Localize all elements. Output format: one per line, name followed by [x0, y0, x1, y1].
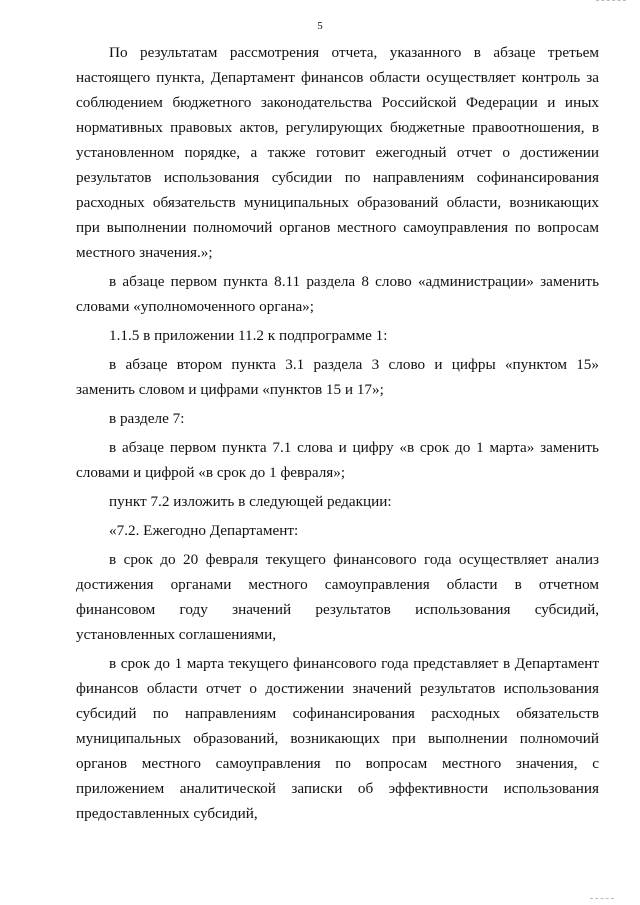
- paragraph: пункт 7.2 изложить в следующей редакции:: [109, 493, 392, 510]
- scan-mark: [590, 898, 614, 901]
- paragraph: в абзаце первом пункта 7.1 слова и цифру «в срок до 1 марта» заменить словами и цифрой «в срок до 1 февраля»;: [76, 439, 599, 481]
- paragraph: в абзаце втором пункта 3.1 раздела 3 слово и цифры «пунктом 15» заменить словом и цифрами «пунктов 15 и 17»;: [76, 356, 599, 398]
- paragraph: По результатам рассмотрения отчета, указанного в абзаце третьем настоящего пункта, Департамент финансов области осуществляет контроль за соблюдением бюджетного законодательства Российской Федерации и иных нормативных правовых актов, регулирующих бюджетные правоотношения, в установленном порядке, а также готовит ежегодный отчет о достижении результатов использования субсидии по направлениям софинансирования расходных обязательств муниципальных образований области, возникающих при выполнении полномочий органов местного самоуправления по вопросам местного значения.»;: [76, 44, 599, 261]
- paragraph: «7.2. Ежегодно Департамент:: [109, 522, 299, 539]
- paragraph: в срок до 1 марта текущего финансового года представляет в Департамент финансов области отчет о достижении значений результатов использования субсидий по направлениям софинансирования расходных обязательств муниципальных образований, возникающих при выполнении полномочий органов местного самоуправления по вопросам местного значения, с приложением аналитической записки об эффективности использования предоставленных субсидий,: [76, 655, 599, 822]
- paragraph: в срок до 20 февраля текущего финансового года осуществляет анализ достижения органами местного самоуправления области в отчетном финансовом году значений результатов использования субсидий, установленных соглашениями,: [76, 551, 599, 643]
- document-body: [76, 40, 599, 830]
- paragraph: в абзаце первом пункта 8.11 раздела 8 слово «администрации» заменить словами «уполномоченного органа»;: [76, 273, 599, 315]
- page-number: 5: [317, 20, 323, 32]
- paragraph: 1.1.5 в приложении 11.2 к подпрограмме 1:: [109, 327, 388, 344]
- paragraph: в разделе 7:: [109, 410, 185, 427]
- scan-mark: [596, 0, 626, 4]
